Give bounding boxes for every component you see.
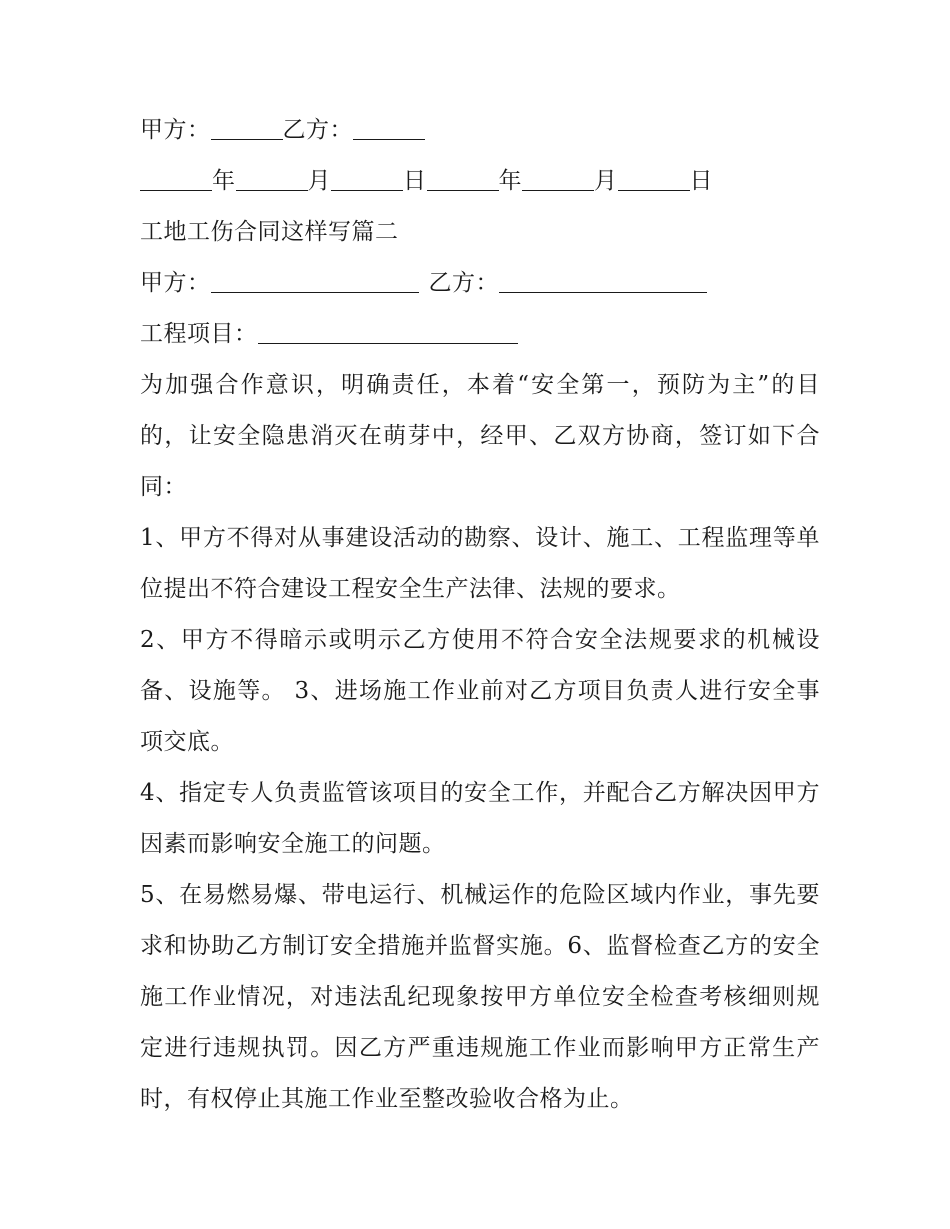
party-b-blank (353, 113, 425, 140)
year-blank-a (140, 164, 212, 191)
party-a-blank (211, 113, 283, 140)
clause-2-3: 2、甲方不得暗示或明示乙方使用不符合安全法规要求的机械设备、设施等。 3、进场施工作业前对乙方项目负责人进行安全事项交底。 (140, 627, 820, 755)
signature-line (140, 105, 820, 156)
year-label-a: 年 (212, 168, 236, 194)
party-b-label: 乙方： (282, 117, 353, 143)
parties-a-label: 甲方： (140, 270, 211, 296)
intro-paragraph: 为加强合作意识，明确责任，本着“安全第一，预防为主”的目的，让安全隐患消灭在萌芽中，经甲、乙双方协商，签订如下合同： (140, 372, 820, 500)
date-line (140, 156, 820, 207)
month-blank-b (522, 164, 594, 191)
day-label-a: 日 (403, 168, 427, 194)
month-blank-a (236, 164, 308, 191)
party-a-label: 甲方： (140, 117, 211, 143)
year-blank-b (427, 164, 499, 191)
section-title: 工地工伤合同这样写篇二 (140, 219, 399, 245)
day-blank-a (331, 164, 403, 191)
parties-a-blank (211, 266, 419, 293)
document-body (140, 105, 820, 1125)
parties-b-blank (499, 266, 707, 293)
month-label-b: 月 (594, 168, 618, 194)
year-label-b: 年 (498, 168, 522, 194)
clause-1: 1、甲方不得对从事建设活动的勘察、设计、施工、工程监理等单位提出不符合建设工程安全生产法律、法规的要求。 (140, 525, 820, 602)
project-blank (258, 317, 518, 344)
day-label-b: 日 (689, 168, 713, 194)
project-label: 工程项目： (140, 321, 258, 347)
clause-5-6: 5、在易燃易爆、带电运行、机械运作的危险区域内作业，事先要求和协助乙方制订安全措施并监督实施。6、监督检查乙方的安全施工作业情况，对违法乱纪现象按甲方单位安全检查考核细则规定进行违规执罚。因乙方严重违规施工作业而影响甲方正常生产时，有权停止其施工作业至整改验收合格为止。 (140, 882, 820, 1112)
project-line (140, 309, 820, 360)
day-blank-b (618, 164, 690, 191)
month-label-a: 月 (307, 168, 331, 194)
parties-b-label: 乙方： (428, 270, 499, 296)
parties-line (140, 258, 820, 309)
clause-4: 4、指定专人负责监管该项目的安全工作，并配合乙方解决因甲方因素而影响安全施工的问题。 (140, 780, 820, 857)
